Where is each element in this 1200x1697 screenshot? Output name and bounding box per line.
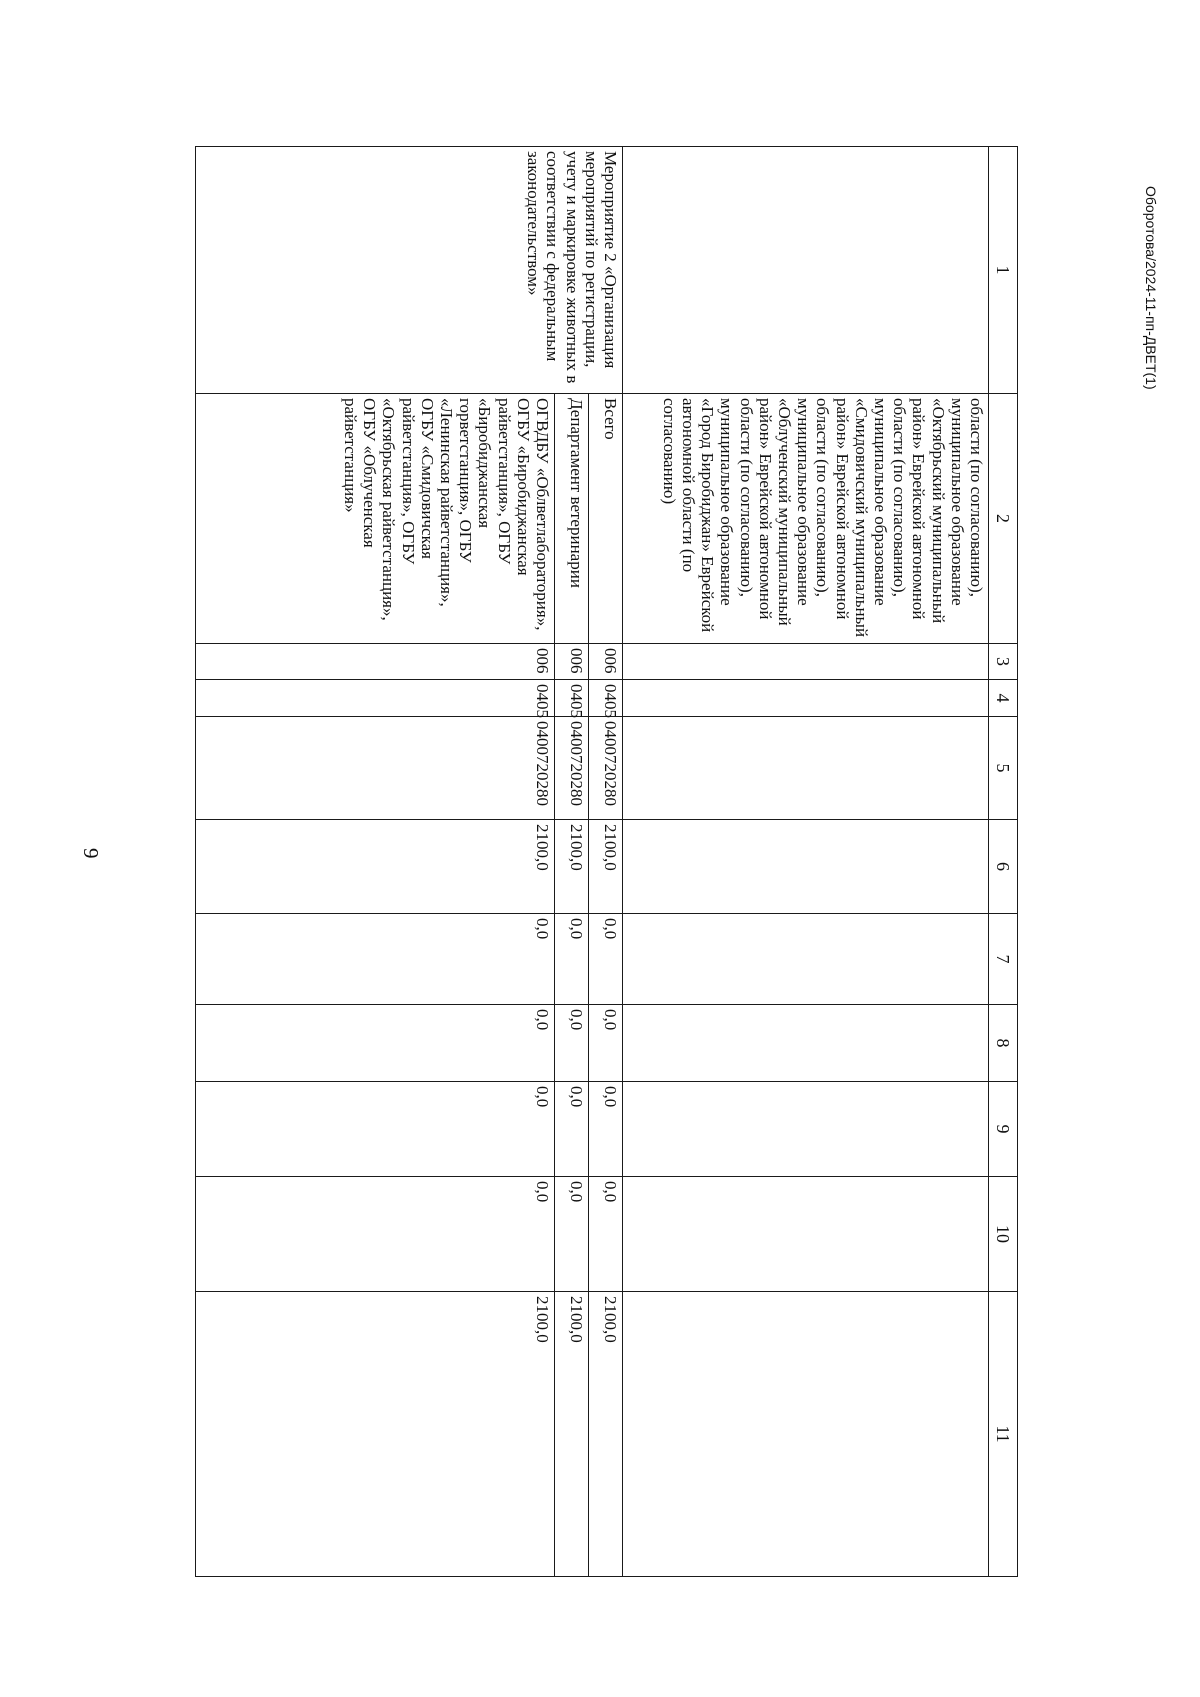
column-header: 5 — [989, 717, 1018, 820]
amount-cell — [623, 914, 989, 1005]
target-article-cell: 0400720280 — [196, 717, 555, 820]
amount-cell: 2100,0 — [589, 820, 623, 914]
amount-cell: 0,0 — [196, 1177, 555, 1292]
amount-cell: 2100,0 — [196, 1292, 555, 1577]
executor-cell: Всего — [589, 394, 623, 644]
amount-cell: 2100,0 — [555, 1292, 589, 1577]
amount-cell: 0,0 — [555, 1005, 589, 1082]
executor-cell: области (по согласованию), муниципальное образование «Октябрьский муниципальный район» Еврейской автономной области (по согласованию), муниципальное образование «Смидовичский муниципальный район» Еврейской автономной области (по согласованию), муниципальное образование «Облученский муниципальный район» Еврейской автономной области (по согласованию), муниципальное образование «Город Биробиджан» Еврейской автономной области (по согласованию) — [623, 394, 989, 644]
amount-cell — [623, 1177, 989, 1292]
measure-name-cell: Мероприятие 2 «Организация мероприятий по регистрации, учету и маркировке животных в соответствии с федеральным законодательством» — [196, 147, 623, 394]
executor-cell: ОГВДБУ «Облветлаборатория», ОГБУ «Биробиджанская райветстанция», ОГБУ «Биробиджанская горветстанция», ОГБУ «Ленинская райветстанция», ОГБУ «Смидовичская райветстанция», ОГБУ «Октябрьская райветстанция», ОГБУ «Облученская райветстанция» — [196, 394, 555, 644]
document-code: Оборотова/2024-11-пп-ДВЕТ(1) — [1143, 186, 1159, 390]
amount-cell: 2100,0 — [589, 1292, 623, 1577]
section-cell — [623, 680, 989, 717]
column-header: 8 — [989, 1005, 1018, 1082]
grbs-cell: 006 — [196, 644, 555, 680]
budget-table-container — [195, 146, 1018, 1576]
column-header: 4 — [989, 680, 1018, 717]
column-header: 3 — [989, 644, 1018, 680]
section-cell: 0405 — [589, 680, 623, 717]
grbs-cell — [623, 644, 989, 680]
page-number: 9 — [79, 848, 103, 859]
measure-cell — [623, 147, 989, 394]
amount-cell: 0,0 — [589, 1177, 623, 1292]
amount-cell: 0,0 — [589, 914, 623, 1005]
column-header: 9 — [989, 1082, 1018, 1177]
amount-cell — [623, 820, 989, 914]
executor-cell: Департамент ветеринарии — [555, 394, 589, 644]
amount-cell: 0,0 — [196, 914, 555, 1005]
column-header: 6 — [989, 820, 1018, 914]
column-header: 11 — [989, 1292, 1018, 1577]
amount-cell: 0,0 — [555, 1177, 589, 1292]
amount-cell: 0,0 — [196, 1005, 555, 1082]
column-number-row — [989, 147, 1018, 1577]
target-article-cell — [623, 717, 989, 820]
table-row — [589, 147, 623, 1577]
amount-cell: 0,0 — [589, 1005, 623, 1082]
amount-cell — [623, 1005, 989, 1082]
amount-cell — [623, 1082, 989, 1177]
section-cell: 0405 — [196, 680, 555, 717]
target-article-cell: 0400720280 — [589, 717, 623, 820]
amount-cell: 2100,0 — [555, 820, 589, 914]
amount-cell: 2100,0 — [196, 820, 555, 914]
grbs-cell: 006 — [555, 644, 589, 680]
amount-cell: 0,0 — [589, 1082, 623, 1177]
grbs-cell: 006 — [589, 644, 623, 680]
column-header: 1 — [989, 147, 1018, 394]
table-row — [623, 147, 989, 1577]
amount-cell: 0,0 — [555, 1082, 589, 1177]
target-article-cell: 0400720280 — [555, 717, 589, 820]
column-header: 10 — [989, 1177, 1018, 1292]
column-header: 7 — [989, 914, 1018, 1005]
budget-table — [195, 146, 1018, 1577]
amount-cell — [623, 1292, 989, 1577]
amount-cell: 0,0 — [196, 1082, 555, 1177]
section-cell: 0405 — [555, 680, 589, 717]
amount-cell: 0,0 — [555, 914, 589, 1005]
column-header: 2 — [989, 394, 1018, 644]
